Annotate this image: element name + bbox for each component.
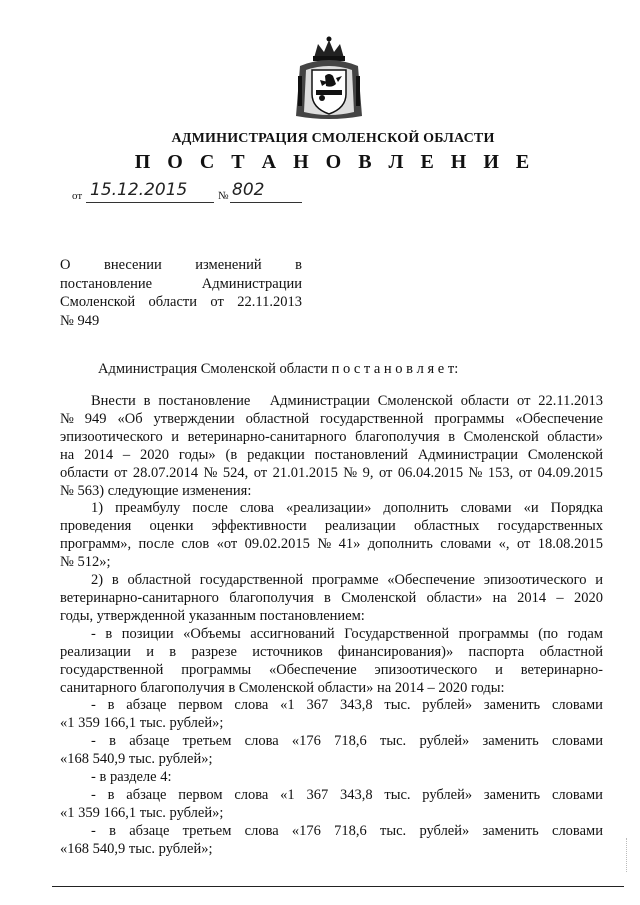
body-word: 2020	[438, 679, 471, 696]
body-word: в	[107, 697, 115, 714]
subject-word: 22.11.2013	[237, 294, 302, 311]
body-word: Администрации	[417, 446, 519, 463]
body-word: годы»	[178, 446, 216, 463]
body-word: 2020	[573, 589, 603, 606]
body-word: –	[122, 446, 131, 463]
subject-line	[60, 275, 302, 294]
body-word: «1	[280, 786, 295, 803]
body-word: тыс.	[384, 786, 411, 803]
body-text	[60, 393, 603, 859]
body-word: рублей»;	[169, 804, 224, 821]
body-word: -	[91, 786, 96, 803]
body-word: 2014	[517, 589, 547, 606]
body-word: в	[111, 572, 119, 589]
body-word: областной	[127, 572, 191, 589]
coat-of-arms-emblem	[292, 36, 366, 122]
body-word: 153,	[487, 464, 514, 481]
body-word: 367	[306, 697, 329, 714]
body-word: заменить	[483, 786, 541, 803]
body-word: слова	[244, 822, 279, 839]
body-word: программы	[434, 410, 505, 427]
body-line	[60, 697, 603, 715]
body-word: третьем	[182, 733, 232, 750]
body-line	[60, 644, 603, 662]
body-word: (в	[225, 446, 238, 463]
body-word: области»	[317, 679, 377, 696]
body-word: следующие	[107, 482, 183, 499]
body-word: рублей»	[422, 786, 473, 803]
body-word: «Обеспечение	[387, 572, 475, 589]
body-word: от	[517, 393, 531, 409]
body-word: после	[138, 536, 175, 553]
body-word: Смоленской	[238, 679, 318, 696]
body-word: «1	[60, 715, 79, 732]
body-word: 563)	[77, 482, 108, 499]
body-word: 2020	[140, 446, 170, 463]
body-word: благополучия	[140, 679, 229, 696]
body-word: дополнить	[383, 500, 449, 517]
body-word: №	[317, 536, 332, 553]
decree-statement: Администрация Смоленской области п о с т а н о в л я е т:	[98, 361, 459, 377]
subject-word: в	[295, 257, 302, 273]
body-word: на	[377, 679, 395, 696]
body-word: 9,	[362, 464, 374, 481]
body-word: рублей»	[419, 733, 470, 750]
subject-line	[60, 256, 302, 275]
body-line	[60, 536, 603, 554]
body-line	[60, 590, 603, 608]
body-word: области	[460, 393, 510, 409]
body-word: 359	[78, 715, 104, 732]
body-word: в	[448, 428, 456, 445]
body-line	[60, 733, 603, 751]
body-word: программе	[311, 572, 379, 589]
body-word: заменить	[482, 822, 539, 839]
number-handwritten: 802	[232, 180, 265, 200]
body-word: 2)	[91, 572, 104, 589]
body-word: абзаце	[129, 733, 170, 750]
body-word: преамбулу	[115, 500, 181, 517]
body-line	[60, 823, 603, 841]
body-line	[60, 715, 603, 733]
document-type-title: П О С Т А Н О В Л Е Н И Е	[134, 151, 536, 173]
body-word: 512»;	[77, 554, 111, 571]
body-line	[60, 662, 603, 680]
body-word: тыс.	[139, 804, 170, 821]
body-word: постановлением:	[259, 607, 365, 624]
body-word: 540,9	[92, 751, 129, 768]
date-underline	[86, 202, 214, 203]
body-word: 540,9	[92, 840, 129, 857]
body-word: 166,1	[103, 715, 140, 732]
subject-word: внесении	[104, 257, 162, 273]
body-word: словами	[551, 786, 603, 803]
body-word: от	[113, 464, 128, 481]
body-word	[258, 393, 262, 411]
body-line	[60, 572, 603, 590]
body-line	[60, 500, 603, 518]
body-word: словами	[460, 500, 512, 517]
body-word: рублей»;	[158, 751, 213, 768]
body-word: 4:	[160, 769, 172, 786]
body-word: 343,8	[339, 697, 373, 714]
body-word: 166,1	[103, 804, 140, 821]
body-word: тыс.	[380, 822, 407, 839]
body-word: эпизоотического	[374, 661, 478, 678]
body-word: словами	[551, 697, 603, 714]
body-word: -	[91, 625, 96, 642]
subject-word: постановление	[60, 275, 153, 292]
body-word: 1)	[91, 500, 104, 517]
body-word: паспорта	[468, 643, 525, 660]
body-word: области»	[426, 589, 483, 606]
body-word: утверждении	[153, 410, 235, 427]
body-word: 524,	[222, 464, 249, 481]
body-word: от	[378, 464, 393, 481]
body-word: тыс.	[380, 733, 407, 750]
body-word: «,	[498, 536, 510, 553]
date-handwritten: 15.12.2015	[90, 180, 188, 200]
body-word: 359	[78, 804, 104, 821]
body-word: -	[91, 733, 96, 750]
body-word: указанным	[188, 607, 260, 624]
body-word: областной	[245, 410, 310, 427]
body-word: Смоленской	[527, 446, 603, 463]
body-word: годам	[567, 625, 603, 642]
body-line	[60, 608, 603, 626]
body-word: благополучия	[355, 428, 440, 445]
body-word: «1	[280, 697, 295, 714]
body-word: -	[91, 822, 96, 839]
body-word: ветеринарно-	[520, 661, 603, 678]
body-word: после	[192, 500, 228, 517]
body-line	[60, 554, 603, 572]
body-word: финансирования)»	[338, 643, 454, 660]
body-word: санитарного	[60, 679, 141, 696]
body-word: рублей»	[419, 822, 470, 839]
body-word: №	[60, 410, 74, 427]
body-word: 22.11.2013	[538, 393, 603, 409]
body-word: словами	[552, 822, 603, 839]
body-word: годы:	[470, 679, 505, 696]
body-word: 367	[306, 786, 329, 803]
body-word: 18.08.2015	[537, 536, 603, 553]
body-word: реализации	[324, 518, 396, 535]
body-word: (по	[538, 625, 559, 642]
body-word: слова	[244, 733, 279, 750]
subject-line	[60, 312, 302, 331]
body-word: и	[495, 661, 503, 678]
body-word: эпизоотического	[60, 428, 163, 445]
body-word: 41»	[338, 536, 361, 553]
body-word: в	[105, 625, 113, 642]
body-word: от	[516, 536, 531, 553]
body-word: слова	[234, 786, 269, 803]
body-word: программы	[181, 661, 252, 678]
body-word: Порядка	[550, 500, 603, 517]
body-word: ветеринарно-санитарного	[60, 589, 219, 606]
body-word: абзаце	[129, 822, 170, 839]
body-word: «Обеспечение	[269, 661, 357, 678]
subject-word: Администрации	[201, 275, 302, 292]
body-word: эпизоотического	[483, 572, 587, 589]
body-word: Администрации	[269, 393, 370, 409]
body-word: области	[60, 464, 109, 481]
body-word: «176	[291, 822, 321, 839]
footer-rule	[52, 886, 624, 887]
body-line	[60, 787, 603, 805]
body-word: 2014	[394, 679, 428, 696]
body-word: 949	[84, 410, 107, 427]
body-line	[60, 465, 603, 483]
body-word: первом	[178, 697, 223, 714]
body-word: «от	[216, 536, 238, 553]
body-word: слова	[234, 697, 269, 714]
body-word: заменить	[482, 733, 539, 750]
body-word: слова	[239, 500, 274, 517]
body-word: дополнить	[367, 536, 433, 553]
subject-word: области	[148, 294, 197, 311]
body-word: 718,6	[334, 822, 367, 839]
body-word: рублей»;	[158, 840, 213, 857]
body-line	[60, 393, 603, 411]
margin-mark	[626, 838, 629, 872]
subject-word: Смоленской	[60, 294, 136, 311]
body-word: областной	[539, 643, 603, 660]
body-word: в	[107, 786, 115, 803]
body-line	[60, 626, 603, 644]
body-word: от	[518, 464, 533, 481]
body-word: тыс.	[128, 840, 159, 857]
body-word: «168	[60, 751, 93, 768]
subject-word: изменений	[195, 257, 262, 273]
body-line	[60, 411, 603, 429]
body-line	[60, 769, 603, 787]
body-word: от	[253, 464, 268, 481]
body-word: программы	[458, 625, 529, 642]
body-word: эффективности	[211, 518, 307, 535]
body-word: «Объемы	[183, 625, 241, 642]
body-word: на	[60, 446, 75, 463]
organization-name: АДМИНИСТРАЦИЯ СМОЛЕНСКОЙ ОБЛАСТИ	[171, 131, 495, 146]
body-line	[60, 429, 603, 447]
body-word: слов	[181, 536, 210, 553]
body-word: №	[468, 464, 483, 481]
body-word: в	[99, 769, 110, 786]
body-word: областных	[413, 518, 480, 535]
body-word: государственной	[60, 661, 164, 678]
body-word: в	[109, 822, 116, 839]
body-line	[60, 805, 603, 823]
body-word: -	[91, 769, 100, 786]
date-number-line	[72, 180, 312, 206]
body-word: словами	[552, 733, 603, 750]
body-word: проведения	[60, 518, 132, 535]
body-word: в	[109, 733, 116, 750]
body-word: источников	[252, 643, 323, 660]
body-word: годы,	[60, 607, 97, 624]
body-word: «Обеспечение	[515, 410, 603, 427]
body-word: №	[203, 464, 218, 481]
body-word: 04.09.2015	[537, 464, 603, 481]
body-word: и	[146, 643, 154, 660]
body-word: Смоленской	[377, 393, 453, 409]
body-word: разделе	[109, 769, 161, 786]
body-word: и	[595, 572, 603, 589]
body-word: первом	[178, 786, 223, 803]
body-word: Государственной	[344, 625, 450, 642]
body-word: в	[324, 589, 331, 606]
body-word: 718,6	[334, 733, 367, 750]
body-word: в	[169, 643, 177, 660]
body-word: ассигнований	[250, 625, 335, 642]
body-word: государственной	[320, 410, 424, 427]
body-word: Внести	[91, 393, 136, 409]
body-word: редакции	[247, 446, 305, 463]
body-word: «1	[60, 804, 79, 821]
body-word: тыс.	[128, 751, 159, 768]
body-word: оценки	[149, 518, 194, 535]
body-line	[60, 447, 603, 465]
body-word: словами	[440, 536, 492, 553]
body-word: изменения:	[182, 482, 252, 499]
body-word: ветеринарно-санитарного	[187, 428, 347, 445]
body-word: позиции	[121, 625, 174, 642]
body-word: 21.01.2015	[272, 464, 338, 481]
body-word: государственных	[497, 518, 603, 535]
body-word: в	[228, 679, 239, 696]
body-word: «168	[60, 840, 93, 857]
date-label: от	[72, 190, 83, 202]
body-word: 2014	[84, 446, 114, 463]
number-label: №	[218, 190, 229, 202]
body-word: реализации	[60, 643, 131, 660]
number-underline	[230, 202, 302, 203]
body-word: 06.04.2015	[397, 464, 464, 481]
subject-word: О	[60, 257, 71, 273]
body-line	[60, 680, 603, 698]
body-word: №	[60, 482, 78, 499]
subject-block	[60, 256, 302, 330]
body-line	[60, 483, 603, 501]
body-word: постановлений	[314, 446, 408, 463]
body-word: «Об	[117, 410, 143, 427]
body-word: и	[171, 428, 180, 445]
body-word: –	[427, 679, 439, 696]
body-word: государственной	[199, 572, 304, 589]
body-word: Смоленской	[463, 428, 539, 445]
body-word: рублей»;	[169, 715, 224, 732]
body-line	[60, 841, 603, 859]
body-word: абзаце	[126, 697, 167, 714]
subject-word: от	[210, 294, 224, 311]
body-word: заменить	[483, 697, 541, 714]
body-word: -	[91, 697, 96, 714]
body-word: благополучия	[229, 589, 314, 606]
body-line	[60, 518, 603, 536]
body-word: постановление	[158, 393, 251, 409]
body-word: рублей»	[422, 697, 473, 714]
body-word: третьем	[182, 822, 232, 839]
body-word: «реализации»	[285, 500, 372, 517]
body-word: Смоленской	[341, 589, 417, 606]
body-word: программ»,	[60, 536, 132, 553]
body-word: –	[556, 589, 564, 606]
body-word: на	[492, 589, 507, 606]
body-word: тыс.	[139, 715, 170, 732]
body-word: №	[343, 464, 358, 481]
body-word: тыс.	[384, 697, 411, 714]
body-line	[60, 751, 603, 769]
body-word: области»	[547, 428, 603, 445]
body-word: разрезе	[191, 643, 237, 660]
body-word: 09.02.2015	[244, 536, 310, 553]
subject-word: № 949	[60, 312, 100, 329]
body-word: утвержденной	[96, 607, 189, 624]
body-word: 28.07.2014	[132, 464, 199, 481]
body-word: 343,8	[339, 786, 373, 803]
body-word: «176	[291, 733, 321, 750]
subject-line	[60, 293, 302, 312]
body-word: «и	[523, 500, 539, 517]
body-word: абзаце	[126, 786, 167, 803]
body-word: в	[143, 393, 151, 409]
body-word: №	[60, 554, 78, 571]
